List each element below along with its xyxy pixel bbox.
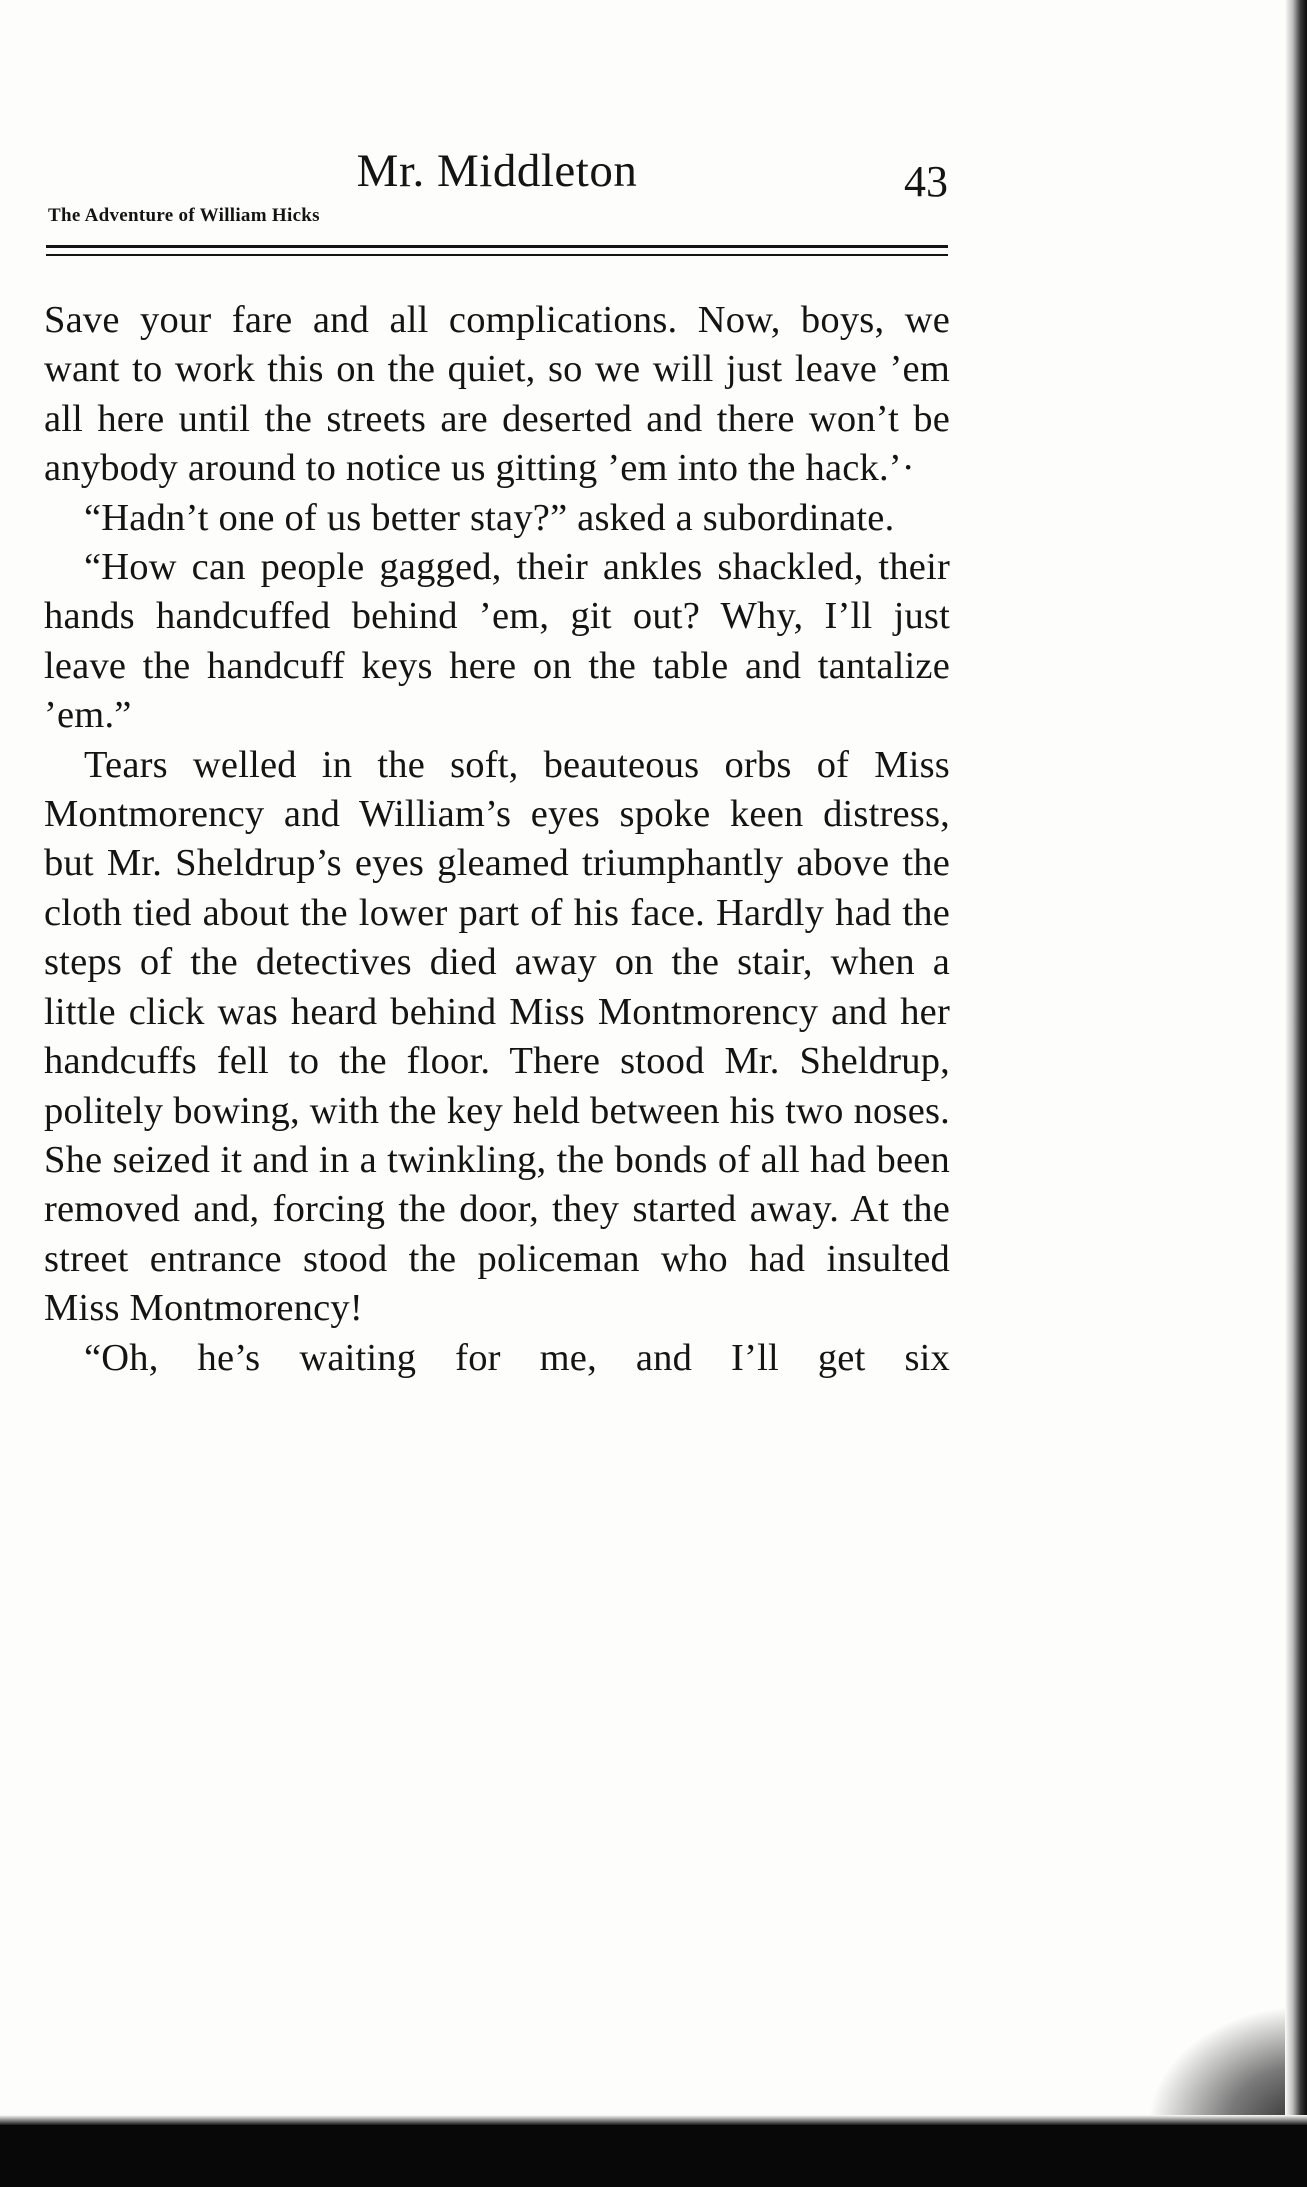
paragraph: Tears welled in the soft, beauteous orbs of Miss Montmorency and William’s eyes spoke keen distress, but Mr. Sheldrup’s eyes gleamed triumphantly above the cloth tied about the lower part of his face. Hardly had the steps of the detectives died away on the stair, when a little click was heard behind Miss Montmorency and her handcuffs fell to the floor. There stood Mr. Sheldrup, politely bowing, with the key held between his two noses. She seized it and in a twinkling, the bonds of all had been removed and, forcing the door, they started away. At the street entrance stood the policeman who had insulted Miss Montmorency! bbox=[44, 743, 950, 1330]
paragraph: “Hadn’t one of us better stay?” asked a subordinate. bbox=[84, 496, 895, 539]
scan-bottom-band bbox=[0, 2125, 1307, 2187]
series-title: The Adventure of William Hicks bbox=[48, 205, 320, 226]
body-text bbox=[44, 296, 950, 1383]
scan-corner-shadow bbox=[1147, 2005, 1307, 2125]
page-number: 43 bbox=[904, 157, 948, 206]
running-head bbox=[46, 145, 948, 248]
paragraph: Save your fare and all complications. Now, boys, we want to work this on the quiet, so we will just leave ’em all here until the streets are deserted and there won’t be anybody around to notice us gitting ’em into the hack.’· bbox=[44, 299, 950, 490]
header-rule-thin bbox=[46, 254, 948, 256]
scan-binding-edge bbox=[1285, 0, 1307, 2187]
running-title: Mr. Middleton bbox=[356, 145, 638, 197]
scan-bottom-fade bbox=[0, 2115, 1307, 2125]
paragraph: “Oh, he’s waiting for me, and I’ll get six bbox=[84, 1336, 950, 1379]
paragraph: “How can people gagged, their ankles shackled, their hands handcuffed behind ’em, git out? Why, I’ll just leave the handcuff keys here on the table and tantalize ’em.” bbox=[44, 546, 950, 737]
header-rule-thick bbox=[46, 245, 948, 248]
